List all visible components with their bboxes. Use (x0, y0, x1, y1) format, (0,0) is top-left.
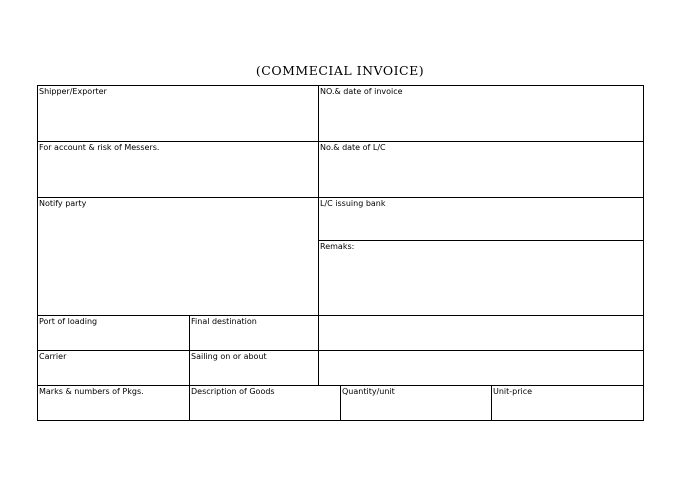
lc-issuing-bank-label: L/C issuing bank (320, 199, 386, 208)
row-divider (38, 197, 643, 198)
column-divider (340, 385, 341, 420)
column-divider (491, 385, 492, 420)
unit-price-label: Unit-price (493, 387, 533, 396)
invoice-form (37, 85, 644, 421)
invoice-no-date-label: NO.& date of invoice (320, 87, 403, 96)
final-destination-label: Final destination (191, 317, 257, 326)
row-divider (318, 240, 643, 241)
row-divider (38, 141, 643, 142)
invoice-title: (COMMECIAL INVOICE) (255, 63, 425, 78)
quantity-unit-label: Quantity/unit (342, 387, 395, 396)
sailing-label: Sailing on or about (191, 352, 267, 361)
row-divider (38, 315, 643, 316)
lc-no-date-label: No.& date of L/C (320, 143, 386, 152)
marks-numbers-label: Marks & numbers of Pkgs. (39, 387, 144, 396)
description-goods-label: Description of Goods (191, 387, 275, 396)
column-divider (318, 86, 319, 385)
shipper-label: Shipper/Exporter (39, 87, 107, 96)
row-divider (38, 350, 643, 351)
column-divider (189, 315, 190, 420)
carrier-label: Carrier (39, 352, 67, 361)
remarks-label: Remaks: (320, 242, 355, 251)
account-risk-label: For account & risk of Messers. (39, 143, 160, 152)
notify-party-label: Notify party (39, 199, 87, 208)
port-of-loading-label: Port of loading (39, 317, 98, 326)
